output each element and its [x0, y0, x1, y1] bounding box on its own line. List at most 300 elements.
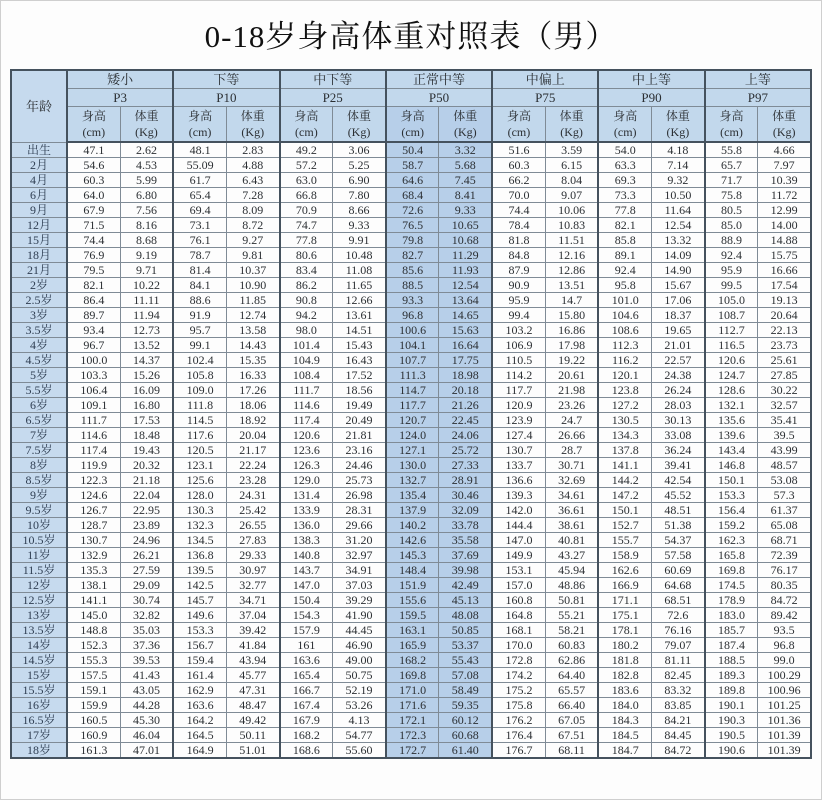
- weight-cell: 10.06: [545, 203, 598, 218]
- weight-cell: 61.37: [758, 503, 811, 518]
- age-cell: 8.5岁: [11, 473, 67, 488]
- age-cell: 4岁: [11, 338, 67, 353]
- weight-cell: 34.71: [226, 593, 279, 608]
- height-cell: 136.8: [173, 548, 226, 563]
- weight-cell: 100.29: [758, 668, 811, 683]
- height-cell: 96.8: [386, 308, 439, 323]
- weight-cell: 45.52: [652, 488, 705, 503]
- weight-cell: 20.49: [333, 413, 386, 428]
- height-cell: 78.4: [492, 218, 545, 233]
- measure-label: 体重: [453, 109, 478, 123]
- weight-cell: 23.89: [120, 518, 173, 533]
- height-cell: 155.3: [67, 653, 120, 668]
- weight-cell: 20.04: [226, 428, 279, 443]
- height-cell: 172.7: [386, 743, 439, 759]
- weight-cell: 10.65: [439, 218, 492, 233]
- weight-cell: 45.77: [226, 668, 279, 683]
- weight-cell: 11.29: [439, 248, 492, 263]
- height-cell: 190.1: [705, 698, 758, 713]
- weight-cell: 6.90: [333, 173, 386, 188]
- weight-cell: 26.55: [226, 518, 279, 533]
- table-row: [11, 653, 811, 668]
- height-cell: 117.4: [67, 443, 120, 458]
- weight-cell: 58.49: [439, 683, 492, 698]
- weight-cell: 18.56: [333, 383, 386, 398]
- weight-cell: 8.16: [120, 218, 173, 233]
- weight-cell: 19.65: [652, 323, 705, 338]
- weight-cell: 12.54: [652, 218, 705, 233]
- height-cell: 176.4: [492, 728, 545, 743]
- height-cell: 133.7: [492, 458, 545, 473]
- weight-cell: 16.80: [120, 398, 173, 413]
- weight-cell: 43.94: [226, 653, 279, 668]
- weight-cell: 8.04: [545, 173, 598, 188]
- table-row: [11, 293, 811, 308]
- height-cell: 99.1: [173, 338, 226, 353]
- height-cell: 143.4: [705, 443, 758, 458]
- height-cell: 131.4: [280, 488, 333, 503]
- height-cell: 120.1: [598, 368, 651, 383]
- height-cell: 163.6: [173, 698, 226, 713]
- height-cell: 80.5: [705, 203, 758, 218]
- weight-cell: 83.85: [652, 698, 705, 713]
- weight-cell: 27.83: [226, 533, 279, 548]
- weight-cell: 39.42: [226, 623, 279, 638]
- weight-cell: 54.37: [652, 533, 705, 548]
- weight-cell: 29.66: [333, 518, 386, 533]
- height-cell: 66.8: [280, 188, 333, 203]
- height-cell: 143.7: [280, 563, 333, 578]
- weight-cell: 60.83: [545, 638, 598, 653]
- height-cell: 175.1: [598, 608, 651, 623]
- weight-cell: 82.45: [652, 668, 705, 683]
- height-cell: 84.1: [173, 278, 226, 293]
- weight-cell: 67.05: [545, 713, 598, 728]
- height-cell: 165.4: [280, 668, 333, 683]
- weight-cell: 13.64: [439, 293, 492, 308]
- height-cell: 150.1: [598, 503, 651, 518]
- height-cell: 94.2: [280, 308, 333, 323]
- height-cell: 190.3: [705, 713, 758, 728]
- weight-cell: 17.52: [333, 368, 386, 383]
- measure-label: 身高: [294, 109, 319, 123]
- weight-cell: 8.66: [333, 203, 386, 218]
- weight-cell: 25.72: [439, 443, 492, 458]
- table-row: [11, 728, 811, 743]
- weight-cell: 19.43: [120, 443, 173, 458]
- weight-cell: 28.7: [545, 443, 598, 458]
- percentile-header: P75: [492, 89, 598, 107]
- weight-cell: 41.84: [226, 638, 279, 653]
- height-cell: 60.3: [492, 158, 545, 173]
- weight-cell: 37.36: [120, 638, 173, 653]
- height-cell: 189.3: [705, 668, 758, 683]
- height-cell: 167.4: [280, 698, 333, 713]
- weight-cell: 51.38: [652, 518, 705, 533]
- weight-cell: 28.03: [652, 398, 705, 413]
- table-row: [11, 713, 811, 728]
- height-cell: 172.1: [386, 713, 439, 728]
- measure-label: 体重: [559, 109, 584, 123]
- table-row: [11, 188, 811, 203]
- measure-unit: (cm): [507, 125, 531, 139]
- height-cell: 124.6: [67, 488, 120, 503]
- height-cell: 123.6: [280, 443, 333, 458]
- height-cell: 112.3: [598, 338, 651, 353]
- height-cell: 156.4: [705, 503, 758, 518]
- height-cell: 82.1: [598, 218, 651, 233]
- height-cell: 108.7: [705, 308, 758, 323]
- weight-cell: 27.59: [120, 563, 173, 578]
- height-cell: 184.5: [598, 728, 651, 743]
- height-cell: 169.8: [386, 668, 439, 683]
- weight-cell: 68.71: [758, 533, 811, 548]
- weight-cell: 17.53: [120, 413, 173, 428]
- age-cell: 18岁: [11, 743, 67, 759]
- height-cell: 152.3: [67, 638, 120, 653]
- table-row: [11, 233, 811, 248]
- weight-cell: 68.11: [545, 743, 598, 759]
- height-cell: 117.7: [492, 383, 545, 398]
- age-cell: 6月: [11, 188, 67, 203]
- weight-cell: 15.43: [333, 338, 386, 353]
- height-cell: 141.1: [598, 458, 651, 473]
- height-cell: 148.4: [386, 563, 439, 578]
- weight-cell: 10.48: [333, 248, 386, 263]
- measure-unit: (cm): [720, 125, 743, 139]
- height-cell: 65.7: [705, 158, 758, 173]
- height-cell: 146.8: [705, 458, 758, 473]
- weight-cell: 7.80: [333, 188, 386, 203]
- weight-cell: 16.33: [226, 368, 279, 383]
- weight-cell: 10.39: [758, 173, 811, 188]
- height-cell: 164.5: [173, 728, 226, 743]
- table-row: [11, 533, 811, 548]
- table-row: [11, 428, 811, 443]
- weight-cell: 48.08: [439, 608, 492, 623]
- weight-cell: 101.39: [758, 743, 811, 759]
- age-cell: 12岁: [11, 578, 67, 593]
- weight-cell: 62.86: [545, 653, 598, 668]
- table-row: [11, 593, 811, 608]
- age-cell: 4.5岁: [11, 353, 67, 368]
- height-cell: 111.7: [280, 383, 333, 398]
- age-cell: 15岁: [11, 668, 67, 683]
- height-cell: 109.0: [173, 383, 226, 398]
- height-cell: 116.5: [705, 338, 758, 353]
- age-cell: 2月: [11, 158, 67, 173]
- weight-cell: 57.58: [652, 548, 705, 563]
- height-cell: 171.0: [386, 683, 439, 698]
- weight-cell: 26.21: [120, 548, 173, 563]
- table-row: [11, 218, 811, 233]
- height-cell: 160.5: [67, 713, 120, 728]
- height-cell: 167.9: [280, 713, 333, 728]
- height-cell: 77.8: [598, 203, 651, 218]
- age-cell: 14.5岁: [11, 653, 67, 668]
- height-cell: 100.0: [67, 353, 120, 368]
- height-cell: 137.9: [386, 503, 439, 518]
- age-cell: 5.5岁: [11, 383, 67, 398]
- weight-cell: 41.43: [120, 668, 173, 683]
- height-cell: 145.7: [173, 593, 226, 608]
- weight-cell: 29.33: [226, 548, 279, 563]
- height-cell: 63.3: [598, 158, 651, 173]
- weight-cell: 53.37: [439, 638, 492, 653]
- group-header: 矮小: [67, 70, 173, 89]
- weight-cell: 50.75: [333, 668, 386, 683]
- height-cell: 150.4: [280, 593, 333, 608]
- height-cell: 84.8: [492, 248, 545, 263]
- height-cell: 134.5: [173, 533, 226, 548]
- height-cell: 159.1: [67, 683, 120, 698]
- height-cell: 162.3: [705, 533, 758, 548]
- weight-cell: 60.12: [439, 713, 492, 728]
- height-cell: 187.4: [705, 638, 758, 653]
- group-header: 下等: [173, 70, 279, 89]
- weight-cell: 11.11: [120, 293, 173, 308]
- height-cell: 140.2: [386, 518, 439, 533]
- table-row: [11, 473, 811, 488]
- weight-cell: 22.04: [120, 488, 173, 503]
- height-cell: 69.3: [598, 173, 651, 188]
- weight-cell: 14.43: [226, 338, 279, 353]
- weight-cell: 57.08: [439, 668, 492, 683]
- height-cell: 75.8: [705, 188, 758, 203]
- measure-label: 身高: [188, 109, 213, 123]
- height-cell: 147.0: [280, 578, 333, 593]
- height-cell: 96.7: [67, 338, 120, 353]
- height-cell: 106.9: [492, 338, 545, 353]
- table-row: [11, 488, 811, 503]
- height-cell: 111.7: [67, 413, 120, 428]
- weight-cell: 64.40: [545, 668, 598, 683]
- weight-cell: 79.07: [652, 638, 705, 653]
- weight-cell: 50.11: [226, 728, 279, 743]
- height-cell: 80.6: [280, 248, 333, 263]
- measure-label: 身高: [506, 109, 531, 123]
- height-cell: 182.8: [598, 668, 651, 683]
- table-body: [11, 142, 811, 758]
- weight-cell: 16.43: [333, 353, 386, 368]
- height-cell: 72.6: [386, 203, 439, 218]
- age-cell: 3.5岁: [11, 323, 67, 338]
- height-cell: 155.6: [386, 593, 439, 608]
- height-cell: 160.9: [67, 728, 120, 743]
- age-cell: 7.5岁: [11, 443, 67, 458]
- height-cell: 120.7: [386, 413, 439, 428]
- height-cell: 142.5: [173, 578, 226, 593]
- weight-cell: 9.81: [226, 248, 279, 263]
- measure-unit: (cm): [188, 125, 212, 139]
- weight-cell: 26.98: [333, 488, 386, 503]
- height-cell: 136.0: [280, 518, 333, 533]
- weight-cell: 19.22: [545, 353, 598, 368]
- group-header: 中上等: [598, 70, 704, 89]
- height-cell: 135.4: [386, 488, 439, 503]
- weight-cell: 9.07: [545, 188, 598, 203]
- height-cell: 153.1: [492, 563, 545, 578]
- weight-cell: 17.75: [439, 353, 492, 368]
- weight-cell: 23.26: [545, 398, 598, 413]
- height-cell: 123.8: [598, 383, 651, 398]
- weight-cell: 39.5: [758, 428, 811, 443]
- weight-cell: 10.22: [120, 278, 173, 293]
- weight-cell: 76.17: [758, 563, 811, 578]
- height-cell: 164.2: [173, 713, 226, 728]
- height-cell: 154.3: [280, 608, 333, 623]
- weight-cell: 55.43: [439, 653, 492, 668]
- height-cell: 157.9: [280, 623, 333, 638]
- weight-cell: 20.64: [758, 308, 811, 323]
- weight-cell: 28.91: [439, 473, 492, 488]
- weight-cell: 5.25: [333, 158, 386, 173]
- table-row: [11, 413, 811, 428]
- weight-cell: 39.41: [652, 458, 705, 473]
- height-cell: 79.8: [386, 233, 439, 248]
- height-cell: 183.6: [598, 683, 651, 698]
- height-cell: 153.3: [705, 488, 758, 503]
- height-cell: 47.1: [67, 142, 120, 158]
- weight-column-header: [758, 107, 811, 143]
- height-cell: 100.6: [386, 323, 439, 338]
- table-row: [11, 383, 811, 398]
- height-cell: 104.6: [598, 308, 651, 323]
- table-row: [11, 608, 811, 623]
- weight-cell: 15.80: [545, 308, 598, 323]
- weight-cell: 6.15: [545, 158, 598, 173]
- weight-cell: 52.19: [333, 683, 386, 698]
- height-cell: 74.4: [492, 203, 545, 218]
- height-cell: 63.0: [280, 173, 333, 188]
- height-cell: 142.0: [492, 503, 545, 518]
- table-row: [11, 623, 811, 638]
- weight-cell: 40.81: [545, 533, 598, 548]
- height-cell: 165.9: [386, 638, 439, 653]
- weight-cell: 25.42: [226, 503, 279, 518]
- weight-cell: 16.64: [439, 338, 492, 353]
- height-cell: 159.4: [173, 653, 226, 668]
- weight-cell: 24.7: [545, 413, 598, 428]
- weight-cell: 84.45: [652, 728, 705, 743]
- weight-cell: 5.68: [439, 158, 492, 173]
- height-cell: 85.0: [705, 218, 758, 233]
- weight-cell: 84.72: [652, 743, 705, 759]
- measure-unit: (Kg): [772, 125, 796, 139]
- weight-cell: 13.61: [333, 308, 386, 323]
- weight-cell: 33.78: [439, 518, 492, 533]
- weight-cell: 67.51: [545, 728, 598, 743]
- weight-cell: 83.32: [652, 683, 705, 698]
- height-column-header: [705, 107, 758, 143]
- height-cell: 168.1: [492, 623, 545, 638]
- weight-cell: 30.71: [545, 458, 598, 473]
- weight-cell: 41.90: [333, 608, 386, 623]
- age-cell: 11岁: [11, 548, 67, 563]
- weight-cell: 30.97: [226, 563, 279, 578]
- weight-cell: 10.50: [652, 188, 705, 203]
- height-cell: 117.6: [173, 428, 226, 443]
- weight-cell: 54.77: [333, 728, 386, 743]
- height-cell: 162.9: [173, 683, 226, 698]
- height-cell: 128.6: [705, 383, 758, 398]
- height-cell: 155.7: [598, 533, 651, 548]
- weight-cell: 43.05: [120, 683, 173, 698]
- height-cell: 82.1: [67, 278, 120, 293]
- height-cell: 76.1: [173, 233, 226, 248]
- height-cell: 65.4: [173, 188, 226, 203]
- measure-label: 身高: [81, 109, 106, 123]
- height-cell: 89.1: [598, 248, 651, 263]
- weight-cell: 11.64: [652, 203, 705, 218]
- weight-cell: 15.26: [120, 368, 173, 383]
- weight-cell: 24.96: [120, 533, 173, 548]
- weight-cell: 43.99: [758, 443, 811, 458]
- measure-label: 身高: [613, 109, 638, 123]
- height-cell: 86.2: [280, 278, 333, 293]
- age-cell: 2岁: [11, 278, 67, 293]
- weight-cell: 100.96: [758, 683, 811, 698]
- age-cell: 10岁: [11, 518, 67, 533]
- table-row: [11, 353, 811, 368]
- height-cell: 70.0: [492, 188, 545, 203]
- age-cell: 21月: [11, 263, 67, 278]
- table-row: [11, 578, 811, 593]
- growth-table: [10, 69, 812, 759]
- height-cell: 120.5: [173, 443, 226, 458]
- weight-cell: 68.51: [652, 593, 705, 608]
- age-cell: 8岁: [11, 458, 67, 473]
- height-cell: 104.9: [280, 353, 333, 368]
- table-row: [11, 308, 811, 323]
- height-cell: 164.9: [173, 743, 226, 759]
- weight-cell: 45.13: [439, 593, 492, 608]
- weight-cell: 32.82: [120, 608, 173, 623]
- height-cell: 90.8: [280, 293, 333, 308]
- weight-cell: 15.63: [439, 323, 492, 338]
- height-cell: 166.9: [598, 578, 651, 593]
- weight-cell: 20.61: [545, 368, 598, 383]
- height-cell: 99.5: [705, 278, 758, 293]
- weight-cell: 14.00: [758, 218, 811, 233]
- height-cell: 85.6: [386, 263, 439, 278]
- height-cell: 138.1: [67, 578, 120, 593]
- height-cell: 102.4: [173, 353, 226, 368]
- weight-cell: 32.69: [545, 473, 598, 488]
- height-cell: 148.8: [67, 623, 120, 638]
- weight-cell: 12.86: [545, 263, 598, 278]
- weight-cell: 44.28: [120, 698, 173, 713]
- height-cell: 61.7: [173, 173, 226, 188]
- age-cell: 9.5岁: [11, 503, 67, 518]
- height-cell: 158.9: [598, 548, 651, 563]
- height-cell: 79.5: [67, 263, 120, 278]
- height-cell: 145.0: [67, 608, 120, 623]
- weight-cell: 44.45: [333, 623, 386, 638]
- table-row: [11, 263, 811, 278]
- height-cell: 111.3: [386, 368, 439, 383]
- height-cell: 108.6: [598, 323, 651, 338]
- age-cell: 16岁: [11, 698, 67, 713]
- weight-cell: 11.08: [333, 263, 386, 278]
- height-cell: 161.4: [173, 668, 226, 683]
- height-cell: 136.6: [492, 473, 545, 488]
- weight-cell: 46.04: [120, 728, 173, 743]
- table-row: [11, 458, 811, 473]
- weight-cell: 29.09: [120, 578, 173, 593]
- height-cell: 145.3: [386, 548, 439, 563]
- height-cell: 123.1: [173, 458, 226, 473]
